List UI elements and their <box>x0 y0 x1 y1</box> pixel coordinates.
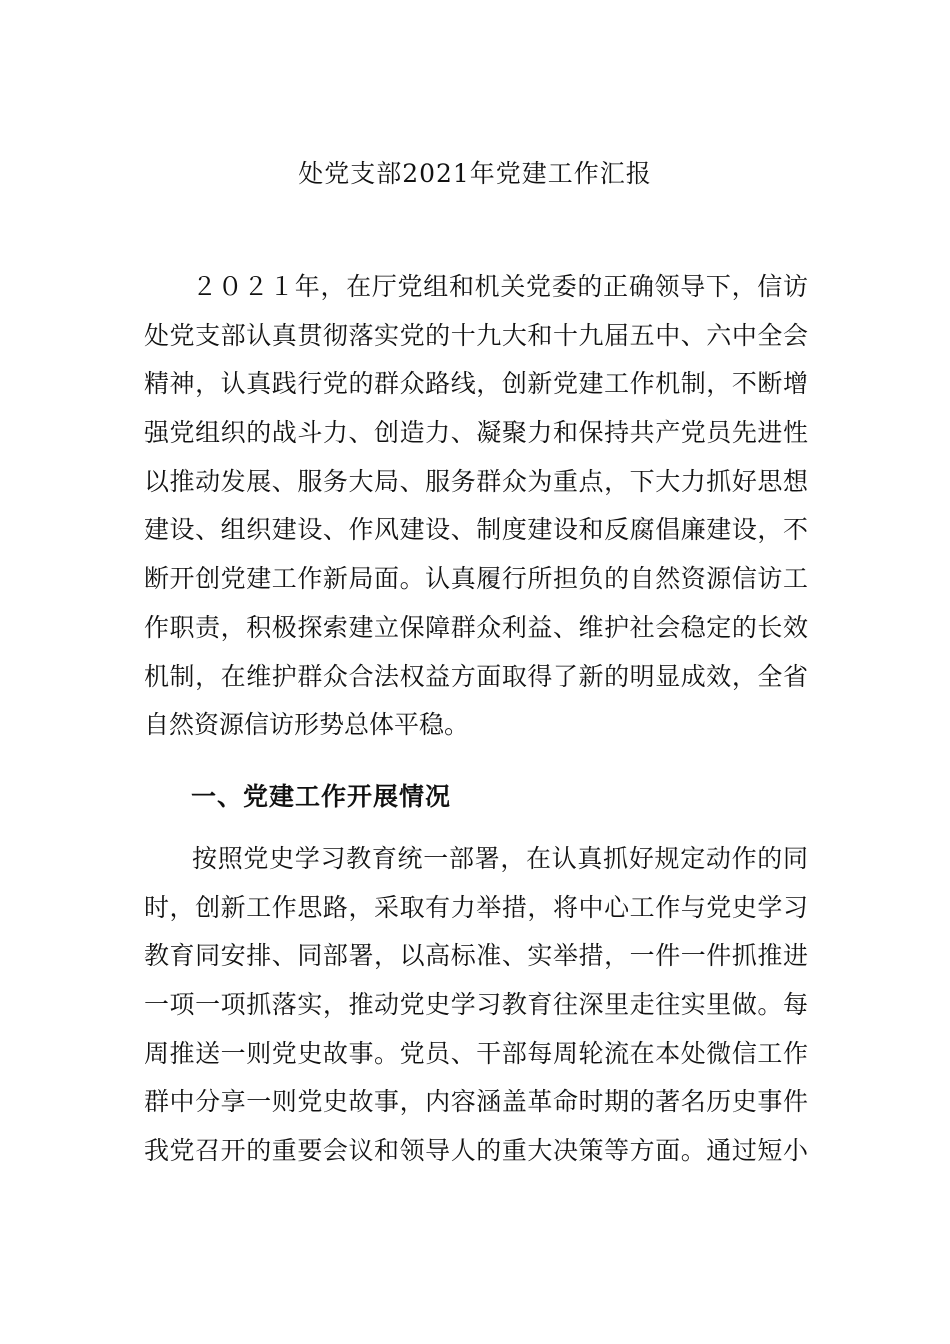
paragraph-line: 教育同安排、同部署，以高标准、实举措，一件一件抓推进 <box>144 941 808 971</box>
paragraph-line: 以推动发展、服务大局、服务群众为重点，下大力抓好思想 <box>144 466 808 496</box>
paragraph-line: 处党支部认真贯彻落实党的十九大和十九届五中、六中全会 <box>144 320 808 350</box>
section-heading: 一、党建工作开展情况 <box>191 782 452 811</box>
paragraph-line: 时，创新工作思路，采取有力举措，将中心工作与党史学习 <box>144 892 808 922</box>
paragraph-line: 作职责，积极探索建立保障群众利益、维护社会稳定的长效 <box>144 612 808 642</box>
paragraph-line: 强党组织的战斗力、创造力、凝聚力和保持共产党员先进性 <box>144 418 808 448</box>
paragraph-line: 按照党史学习教育统一部署，在认真抓好规定动作的同 <box>192 844 808 873</box>
paragraph-line: 一项一项抓落实，推动党史学习教育往深里走往实里做。每 <box>144 990 808 1020</box>
paragraph-line: 我党召开的重要会议和领导人的重大决策等方面。通过短小 <box>144 1136 808 1166</box>
paragraph-line: 精神，认真践行党的群众路线，创新党建工作机制，不断增 <box>144 369 808 399</box>
paragraph-line: 群中分享一则党史故事，内容涵盖革命时期的著名历史事件 <box>144 1087 808 1117</box>
paragraph-section-one <box>144 835 808 1176</box>
paragraph-line: 机制，在维护群众合法权益方面取得了新的明显成效，全省 <box>144 661 808 691</box>
document-title: 处党支部2021年党建工作汇报 <box>298 159 652 188</box>
paragraph-line: 建设、组织建设、作风建设、制度建设和反腐倡廉建设，不 <box>144 515 808 545</box>
paragraph-line: ２０２１年，在厅党组和机关党委的正确领导下，信访 <box>192 272 808 301</box>
paragraph-intro <box>144 263 808 750</box>
paragraph-line: 自然资源信访形势总体平稳。 <box>144 710 470 740</box>
paragraph-line: 断开创党建工作新局面。认真履行所担负的自然资源信访工 <box>144 564 808 594</box>
paragraph-line: 周推送一则党史故事。党员、干部每周轮流在本处微信工作 <box>144 1038 808 1068</box>
